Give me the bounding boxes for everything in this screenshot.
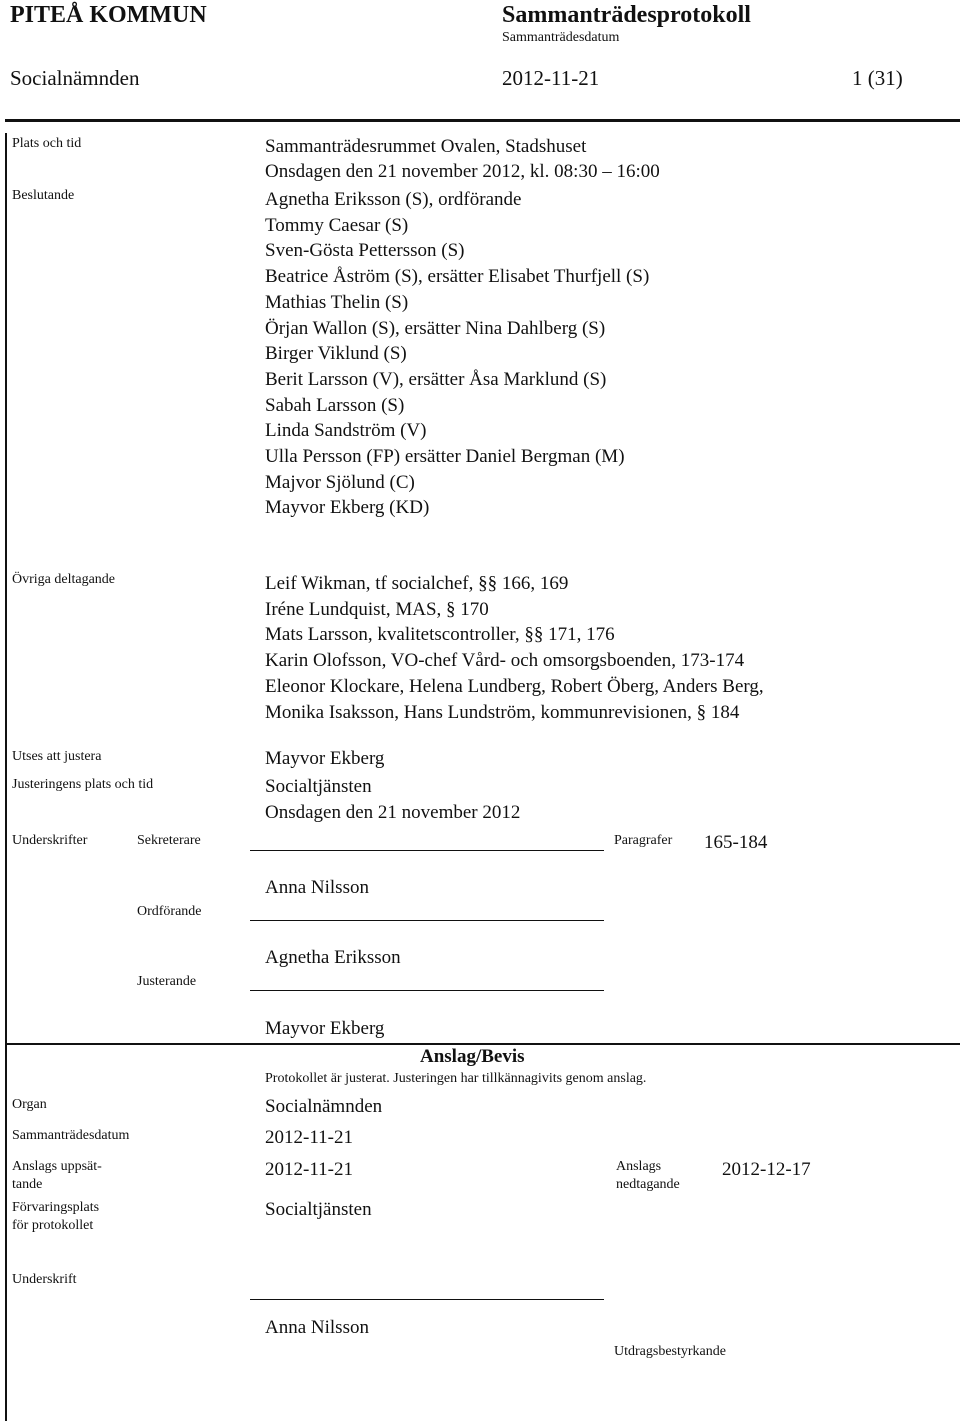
signature-label: Underskrift [12, 1272, 77, 1287]
notice-signature-line [250, 1299, 604, 1300]
other-participants-list [265, 571, 764, 725]
secretary-label: Sekreterare [137, 833, 201, 848]
deciding-member: Mayvor Ekberg (KD) [265, 497, 430, 519]
page-number: 1 (31) [852, 66, 903, 90]
meeting-time: Onsdagen den 21 november 2012, kl. 08:30 – 16:00 [265, 161, 660, 182]
header-divider [5, 119, 960, 122]
signer-name: Anna Nilsson [265, 1317, 369, 1338]
other-participant: Monika Isaksson, Hans Lundström, kommunrevisionen, § 184 [265, 701, 740, 723]
other-participant: Eleonor Klockare, Helena Lundberg, Robert Öberg, Anders Berg, [265, 675, 764, 697]
storage-label-line1: Förvaringsplats [12, 1200, 100, 1215]
signatures-label: Underskrifter [12, 833, 88, 848]
notice-divider [5, 1043, 960, 1045]
deciding-member: Örjan Wallon (S), ersätter Nina Dahlberg (S) [265, 317, 606, 339]
chair-name: Agnetha Eriksson [265, 947, 401, 968]
others-label: Övriga deltagande [12, 572, 116, 587]
notice-title: Anslag/Bevis [420, 1046, 525, 1067]
other-participant: Leif Wikman, tf socialchef, §§ 166, 169 [265, 573, 569, 594]
removed-date: 2012-12-17 [722, 1159, 811, 1180]
deciding-label: Beslutande [12, 188, 75, 203]
secretary-signature-line [250, 850, 604, 851]
posted-label-line1: Anslags uppsät- [12, 1159, 102, 1174]
deciding-member: Agnetha Eriksson (S), ordförande [265, 189, 522, 210]
meeting-date: 2012-11-21 [502, 66, 600, 90]
left-margin-rule [5, 133, 7, 1421]
other-participant: Mats Larsson, kvalitetscontroller, §§ 171, 176 [265, 624, 615, 646]
adjust-place: Socialtjänsten [265, 776, 372, 797]
storage-place: Socialtjänsten [265, 1199, 372, 1220]
notice-date-label: Sammanträdesdatum [12, 1128, 130, 1143]
committee-name: Socialnämnden [10, 66, 140, 90]
notice-text: Protokollet är justerat. Justeringen har tillkännagivits genom anslag. [265, 1071, 647, 1086]
removed-label-line1: Anslags [616, 1159, 662, 1174]
deciding-member: Linda Sandström (V) [265, 420, 427, 442]
other-participant: Karin Olofsson, VO-chef Vård- och omsorgsboenden, 173-174 [265, 650, 745, 672]
adjust-time: Onsdagen den 21 november 2012 [265, 802, 521, 823]
organization-name: PITEÅ KOMMUN [10, 2, 207, 28]
meeting-place: Sammanträdesrummet Ovalen, Stadshuset [265, 136, 587, 157]
posted-date: 2012-11-21 [265, 1159, 353, 1180]
deciding-member: Sabah Larsson (S) [265, 394, 405, 416]
document-title: Sammanträdesprotokoll [502, 2, 751, 28]
notice-date: 2012-11-21 [265, 1127, 353, 1148]
adjuster-name: Mayvor Ekberg [265, 748, 385, 769]
organ-value: Socialnämnden [265, 1096, 383, 1117]
other-participant: Iréne Lundquist, MAS, § 170 [265, 598, 489, 620]
paragraphs-label: Paragrafer [614, 833, 673, 848]
place-time-label: Plats och tid [12, 136, 82, 151]
adjuster-signature-line [250, 990, 604, 991]
justerande-name: Mayvor Ekberg [265, 1018, 385, 1039]
certifier-label: Utdragsbestyrkande [614, 1344, 726, 1359]
adjuster-label: Utses att justera [12, 749, 102, 764]
paragraphs-value: 165-184 [704, 832, 768, 853]
deciding-member: Mathias Thelin (S) [265, 291, 409, 313]
meeting-date-label: Sammanträdesdatum [502, 30, 620, 45]
deciding-members-list [265, 187, 649, 521]
adjust-place-label: Justeringens plats och tid [12, 777, 154, 792]
deciding-member: Birger Viklund (S) [265, 343, 407, 365]
deciding-member: Beatrice Åström (S), ersätter Elisabet Thurfjell (S) [265, 266, 650, 288]
deciding-member: Tommy Caesar (S) [265, 214, 409, 236]
deciding-member: Ulla Persson (FP) ersätter Daniel Bergman (M) [265, 446, 625, 468]
chair-signature-line [250, 920, 604, 921]
chair-label: Ordförande [137, 904, 202, 919]
posted-label-line2: tande [12, 1177, 43, 1192]
deciding-member: Sven-Gösta Pettersson (S) [265, 240, 465, 262]
removed-label-line2: nedtagande [616, 1177, 680, 1192]
deciding-member: Berit Larsson (V), ersätter Åsa Marklund (S) [265, 368, 607, 390]
deciding-member: Majvor Sjölund (C) [265, 471, 415, 493]
secretary-name: Anna Nilsson [265, 877, 369, 898]
justerande-label: Justerande [137, 974, 197, 989]
organ-label: Organ [12, 1097, 47, 1112]
storage-label-line2: för protokollet [12, 1218, 94, 1233]
